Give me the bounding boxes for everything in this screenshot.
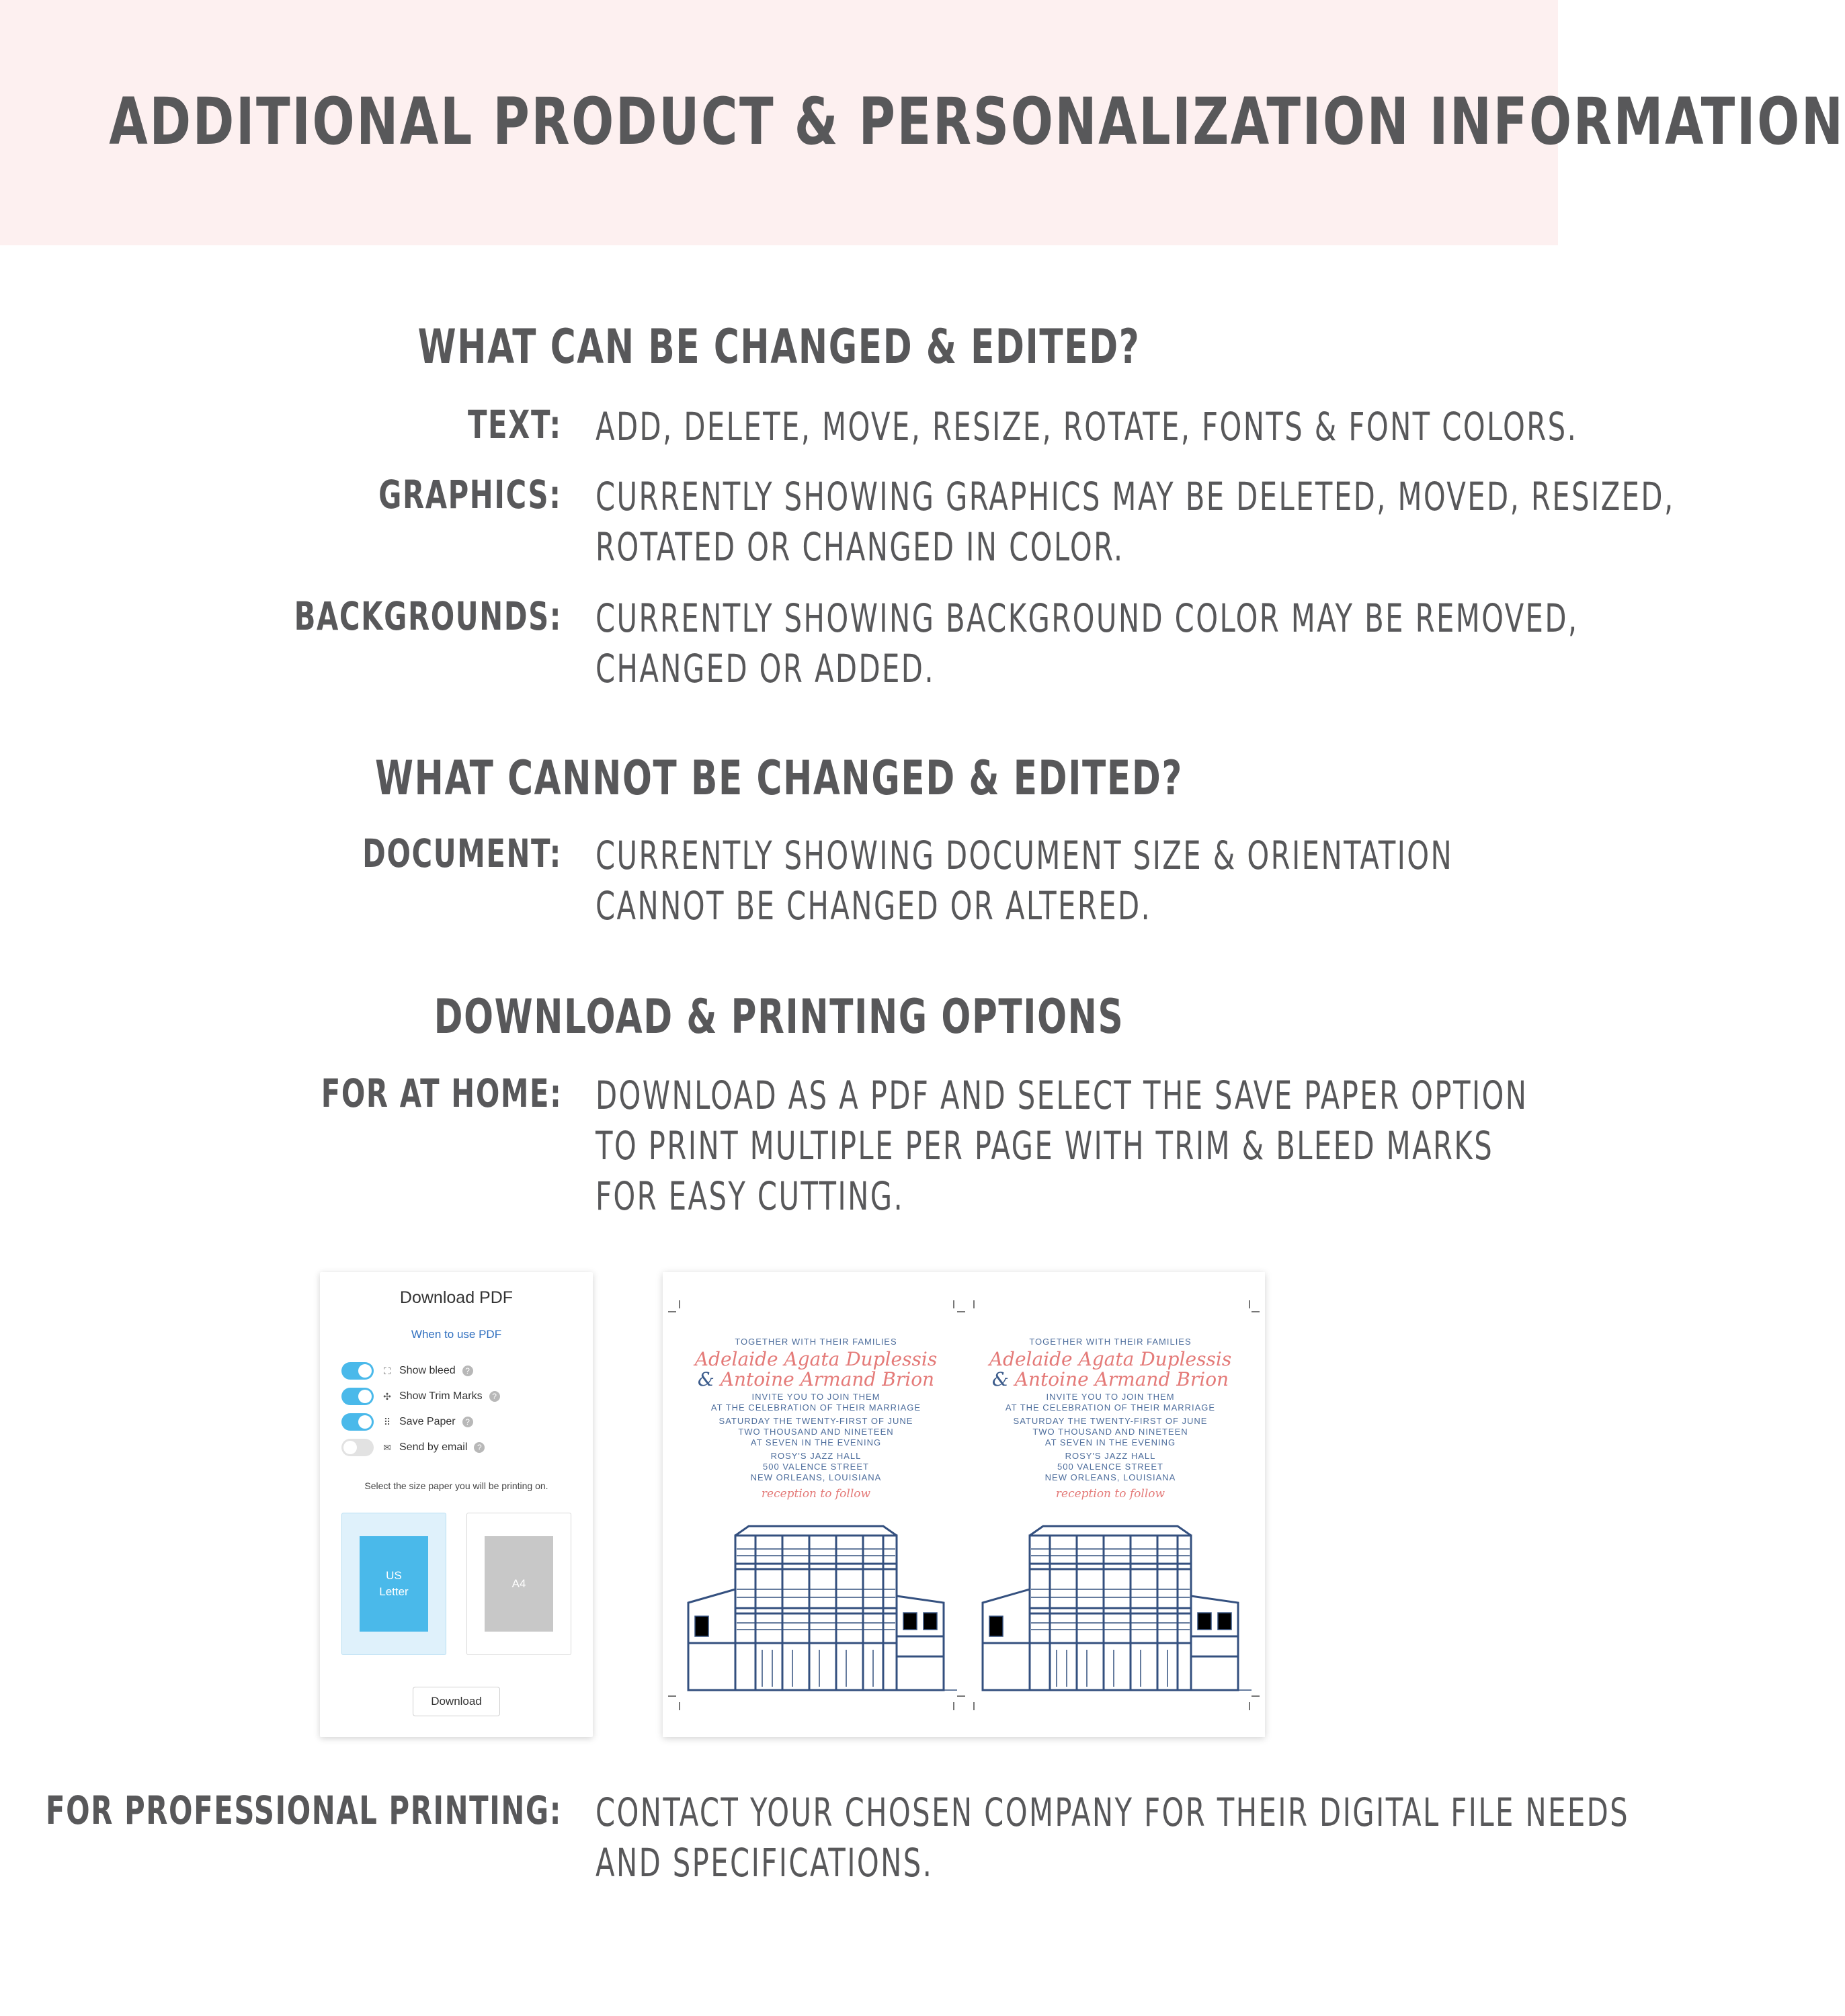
- invitation-text: ROSY'S JAZZ HALL: [1065, 1451, 1156, 1461]
- backgrounds-label: BACKGROUNDS:: [294, 593, 562, 639]
- save-paper-option: [341, 1412, 473, 1432]
- show-trim-marks-label: Show Trim Marks: [399, 1390, 483, 1402]
- trim-mark: [1249, 1300, 1250, 1308]
- text-label: TEXT:: [468, 402, 562, 448]
- invitation-card: [675, 1337, 957, 1501]
- help-icon[interactable]: ?: [489, 1391, 500, 1402]
- trim-mark: [1249, 1702, 1250, 1710]
- at-home-label: FOR AT HOME:: [321, 1070, 562, 1116]
- trim-mark: [957, 1311, 965, 1312]
- trim-mark: [668, 1311, 676, 1312]
- help-icon[interactable]: ?: [462, 1366, 473, 1376]
- document-label: DOCUMENT:: [362, 831, 562, 876]
- show-trim-marks-toggle[interactable]: [341, 1388, 374, 1405]
- invitation-text: TWO THOUSAND AND NINETEEN: [1032, 1427, 1188, 1437]
- invitation-text: AT THE CELEBRATION OF THEIR MARRIAGE: [1005, 1402, 1216, 1413]
- invitation-note: reception to follow: [761, 1487, 871, 1501]
- help-icon[interactable]: ?: [474, 1442, 485, 1453]
- editable-section-title: WHAT CAN BE CHANGED & EDITED?: [417, 319, 1141, 374]
- text-line: ADD, DELETE, MOVE, RESIZE, ROTATE, FONTS & FONT COLORS.: [596, 404, 1578, 450]
- professional-line: AND SPECIFICATIONS.: [596, 1840, 934, 1886]
- help-icon[interactable]: ?: [462, 1417, 473, 1427]
- ampersand: &: [991, 1368, 1009, 1390]
- at-home-description: [596, 1070, 1528, 1222]
- trim-mark: [957, 1695, 965, 1697]
- graphics-line: ROTATED OR CHANGED IN COLOR.: [596, 524, 1124, 570]
- show-bleed-toggle[interactable]: [341, 1362, 374, 1380]
- a4-label: A4: [485, 1536, 553, 1632]
- at-home-line: FOR EASY CUTTING.: [596, 1173, 905, 1219]
- print-preview-sheet: [663, 1272, 1265, 1737]
- trim-mark: [1252, 1311, 1260, 1312]
- show-bleed-option: [341, 1361, 473, 1381]
- backgrounds-line: CHANGED OR ADDED.: [596, 646, 935, 691]
- invitation-text: TOGETHER WITH THEIR FAMILIES: [1029, 1337, 1192, 1347]
- invitation-text: TOGETHER WITH THEIR FAMILIES: [735, 1337, 897, 1347]
- trim-mark: [953, 1702, 954, 1710]
- building-illustration: [675, 1522, 957, 1697]
- professional-label: FOR PROFESSIONAL PRINTING:: [45, 1788, 562, 1833]
- professional-description: [596, 1788, 1629, 1888]
- us-letter-label: US Letter: [360, 1536, 428, 1632]
- invitation-text: AT SEVEN IN THE EVENING: [750, 1437, 882, 1447]
- download-pdf-panel: [320, 1272, 593, 1737]
- trim-marks-icon: ✣: [383, 1390, 391, 1402]
- when-to-use-pdf-link[interactable]: When to use PDF: [411, 1328, 502, 1341]
- invitation-name: Antoine Armand Brion: [720, 1368, 935, 1390]
- invitation-note: reception to follow: [1055, 1487, 1165, 1501]
- send-by-email-toggle[interactable]: [341, 1439, 374, 1456]
- not-editable-section-title: WHAT CANNOT BE CHANGED & EDITED?: [375, 751, 1183, 806]
- text-description: [596, 402, 1577, 452]
- show-bleed-label: Show bleed: [399, 1365, 456, 1376]
- invitation-text: SATURDAY THE TWENTY-FIRST OF JUNE: [719, 1416, 913, 1426]
- invitation-card: [969, 1337, 1252, 1501]
- grid-icon: ⠿: [383, 1416, 391, 1427]
- invitation-text: AT SEVEN IN THE EVENING: [1044, 1437, 1176, 1447]
- graphics-description: [596, 472, 1675, 573]
- send-by-email-option: [341, 1437, 485, 1458]
- building-illustration: [969, 1522, 1252, 1697]
- invitation-text: TWO THOUSAND AND NINETEEN: [738, 1427, 894, 1437]
- ampersand: &: [697, 1368, 714, 1390]
- a4-option[interactable]: [466, 1513, 571, 1655]
- invitation-name: Adelaide Agata Duplessis: [989, 1348, 1232, 1370]
- invitation-text: NEW ORLEANS, LOUISIANA: [1044, 1472, 1176, 1482]
- backgrounds-description: [596, 593, 1579, 694]
- send-by-email-label: Send by email: [399, 1441, 468, 1453]
- invitation-text: SATURDAY THE TWENTY-FIRST OF JUNE: [1013, 1416, 1208, 1426]
- invitation-name: Antoine Armand Brion: [1014, 1368, 1229, 1390]
- invitation-text: INVITE YOU TO JOIN THEM: [751, 1392, 880, 1402]
- invitation-text: 500 VALENCE STREET: [763, 1462, 869, 1472]
- download-section-title: DOWNLOAD & PRINTING OPTIONS: [434, 989, 1124, 1044]
- show-trim-marks-option: [341, 1386, 500, 1406]
- graphics-line: CURRENTLY SHOWING GRAPHICS MAY BE DELETED, MOVED, RESIZED,: [596, 474, 1675, 519]
- trim-mark: [679, 1702, 680, 1710]
- document-line: CANNOT BE CHANGED OR ALTERED.: [596, 883, 1152, 929]
- trim-mark: [973, 1702, 975, 1710]
- us-letter-option[interactable]: [341, 1513, 446, 1655]
- invitation-text: 500 VALENCE STREET: [1057, 1462, 1163, 1472]
- invitation-text: ROSY'S JAZZ HALL: [770, 1451, 862, 1461]
- page-title: ADDITIONAL PRODUCT & PERSONALIZATION INFORMATION: [109, 84, 1845, 159]
- document-line: CURRENTLY SHOWING DOCUMENT SIZE & ORIENTATION: [596, 833, 1454, 878]
- trim-mark: [1252, 1695, 1260, 1697]
- professional-line: CONTACT YOUR CHOSEN COMPANY FOR THEIR DIGITAL FILE NEEDS: [596, 1790, 1630, 1835]
- envelope-icon: ✉: [383, 1441, 391, 1453]
- save-paper-toggle[interactable]: [341, 1413, 374, 1431]
- graphics-label: GRAPHICS:: [378, 472, 562, 517]
- trim-mark: [953, 1300, 954, 1308]
- panel-title: Download PDF: [399, 1288, 514, 1307]
- backgrounds-line: CURRENTLY SHOWING BACKGROUND COLOR MAY BE REMOVED,: [596, 595, 1579, 641]
- trim-mark: [679, 1300, 680, 1308]
- header-banner: [0, 0, 1845, 245]
- invitation-text: NEW ORLEANS, LOUISIANA: [750, 1472, 882, 1482]
- paper-size-prompt: Select the size paper you will be printing on.: [364, 1480, 548, 1491]
- save-paper-label: Save Paper: [399, 1416, 456, 1427]
- at-home-line: DOWNLOAD AS A PDF AND SELECT THE SAVE PAPER OPTION: [596, 1073, 1528, 1118]
- invitation-text: INVITE YOU TO JOIN THEM: [1046, 1392, 1175, 1402]
- trim-mark: [973, 1300, 975, 1308]
- at-home-line: TO PRINT MULTIPLE PER PAGE WITH TRIM & BLEED MARKS: [596, 1123, 1494, 1169]
- document-description: [596, 831, 1453, 931]
- invitation-text: AT THE CELEBRATION OF THEIR MARRIAGE: [710, 1402, 921, 1413]
- bleed-icon: ⛶: [384, 1365, 391, 1376]
- invitation-name: Adelaide Agata Duplessis: [694, 1348, 938, 1370]
- download-button[interactable]: Download: [413, 1687, 500, 1716]
